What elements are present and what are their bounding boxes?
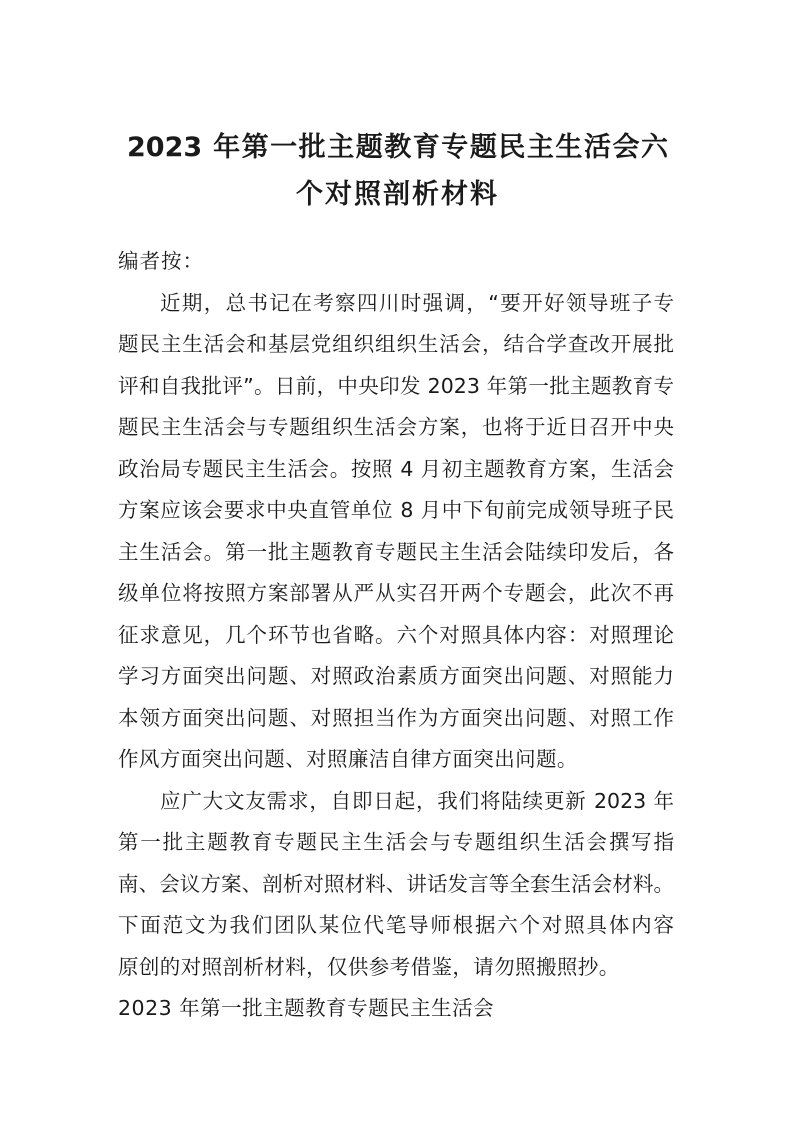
text-line: 原创的对照剖析材料，仅供参考借鉴，请勿照搬照抄。	[118, 954, 620, 979]
text-line: 题民主生活会与专题组织生活会方案，也将于近日召开中央	[118, 415, 674, 439]
text-line: 题民主生活会和基层党组织组织生活会，结合学查改开展批	[118, 332, 674, 356]
text-line: 本领方面突出问题、对照担当作为方面突出问题、对照工作	[118, 705, 674, 730]
text-line: 作风方面突出问题、对照廉洁自律方面突出问题。	[118, 747, 578, 771]
editor-note-label: 编者按：	[118, 249, 204, 273]
text-line: 征求意见，几个环节也省略。六个对照具体内容：对照理论	[118, 622, 674, 647]
document-title	[127, 124, 668, 218]
subheading: 2023 年第一批主题教育专题民主生活会	[118, 996, 495, 1020]
text-line: 南、会议方案、剖析对照材料、讲话发言等全套生活会材料。	[118, 871, 674, 896]
title-line-1: 2023 年第一批主题教育专题民主生活会六	[127, 132, 668, 163]
text-line: 方案应该会要求中央直管单位 8 月中下旬前完成领导班子民	[118, 498, 674, 522]
text-line: 政治局专题民主生活会。按照 4 月初主题教育方案，生活会	[118, 456, 674, 481]
text-line: 学习方面突出问题、对照政治素质方面突出问题、对照能力	[118, 664, 674, 688]
text-line: 下面范文为我们团队某位代笔导师根据六个对照具体内容	[118, 913, 674, 937]
paragraph-1	[118, 283, 674, 781]
text-line: 应广大文友需求，自即日起，我们将陆续更新 2023 年	[160, 788, 674, 813]
text-line: 级单位将按照方案部署从严从实召开两个专题会，此次不再	[118, 581, 674, 605]
title-line-2: 个对照剖析材料	[296, 179, 499, 210]
document-body	[118, 241, 674, 1030]
paragraph-2	[118, 781, 674, 989]
text-line: 第一批主题教育专题民主生活会与专题组织生活会撰写指	[118, 830, 674, 854]
text-line: 近期，总书记在考察四川时强调，“要开好领导班子专	[160, 290, 674, 315]
text-line: 主生活会。第一批主题教育专题民主生活会陆续印发后，各	[118, 539, 674, 564]
text-line: 评和自我批评”。日前，中央印发 2023 年第一批主题教育专	[118, 373, 674, 398]
